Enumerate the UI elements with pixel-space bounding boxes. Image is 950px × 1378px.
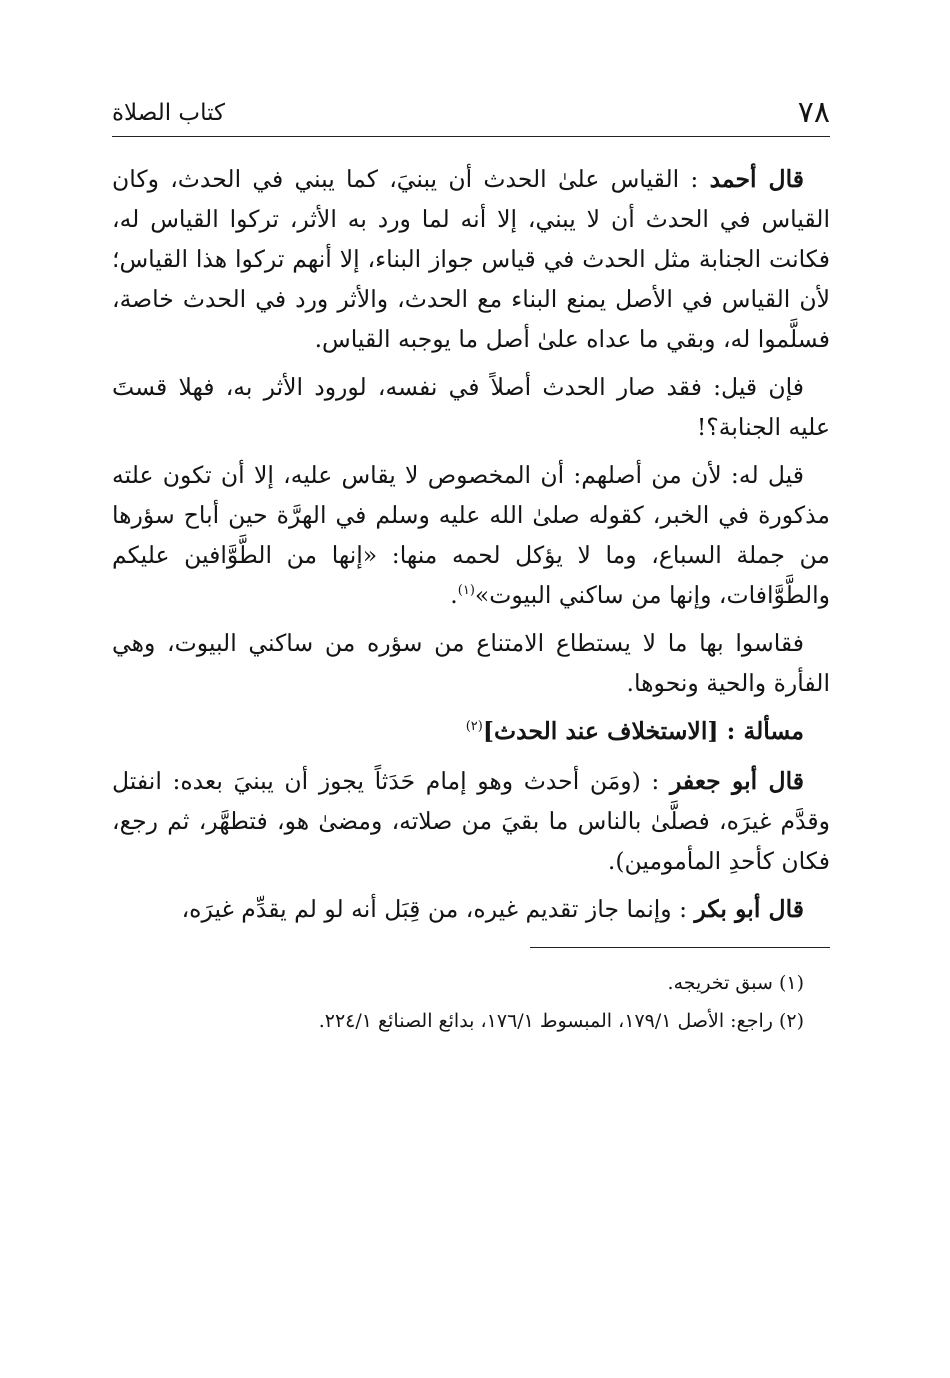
sentence-end: . [450,581,458,609]
masala-label: مسألة [743,717,804,745]
footnotes [112,964,830,1040]
speaker-label: قال أبو جعفر [669,767,805,795]
footnote-2: (٢) راجع: الأصل ١٧٩/١، المبسوط ١٧٦/١، بدائع الصنائع ٢٢٤/١. [318,1010,804,1032]
running-title: كتاب الصلاة [112,100,225,126]
main-text [112,159,830,929]
paragraph-analogy [112,623,830,703]
paragraph-text: : وإنما جاز تقديم غيره، من قِبَل أنه لو لم يقدِّم غيرَه، [181,895,695,923]
paragraph-objection [112,367,830,447]
footnote-marker[interactable]: (١) [457,583,475,598]
page-header [112,88,830,137]
paragraph-text: فإن قيل: فقد صار الحدث أصلاً في نفسه، لورود الأثر به، فهلا قستَ عليه الجنابة؟! [112,373,830,441]
book-page [112,88,830,1040]
paragraph-abu-bakr [112,889,830,929]
footnote-1: (١) سبق تخريجه. [667,972,804,994]
speaker-label: قال أبو بكر [694,895,804,923]
paragraph-text: فقاسوا بها ما لا يستطاع الامتناع من سؤره من ساكني البيوت، وهي الفأرة والحية ونحوها. [112,629,830,697]
paragraph-text: : (ومَن أحدث وهو إمام حَدَثاً يجوز أن يبنيَ بعده: انفتل وقدَّم غيرَه، فصلَّىٰ بالناس ما بقيَ من صلاته، ومضىٰ هو، فتطهَّر، ثم رجع، فكان كأحدِ المأمومين). [112,767,830,875]
footnote-marker[interactable]: (٢) [465,719,483,734]
masala-title: : [الاستخلاف عند الحدث] [482,717,744,745]
speaker-label: قال أحمد [709,165,804,193]
footnote-divider [530,947,830,948]
paragraph-text: قيل له: لأن من أصلهم: أن المخصوص لا يقاس عليه، إلا أن تكون علته مذكورة في الخبر، كقوله صلىٰ الله عليه وسلم في الهرَّة حين أباح سؤرها من جملة السباع، وما لا يؤكل لحمه منها: «إنها من الطَّوَّافين عليكم والطَّوَّافات، وإنها من ساكني البيوت» [112,461,830,609]
paragraph-reply [112,455,830,615]
paragraph-abu-jafar [112,761,830,881]
paragraph-ahmad [112,159,830,359]
page-number: ٧٨ [797,95,830,130]
masala-heading [112,711,830,751]
paragraph-text: : القياس علىٰ الحدث أن يبنيَ، كما يبني في الحدث، وكان القياس في الحدث أن لا يبني، إلا أنه لما ورد به الأثر، تركوا القياس له، فكانت الجنابة مثل الحدث في قياس جواز البناء، إلا أنهم تركوا هذا القياس؛ لأن القياس في الأصل يمنع البناء مع الحدث، والأثر ورد في الحدث خاصة، فسلَّموا له، وبقي ما عداه علىٰ أصل ما يوجبه القياس. [112,165,830,353]
